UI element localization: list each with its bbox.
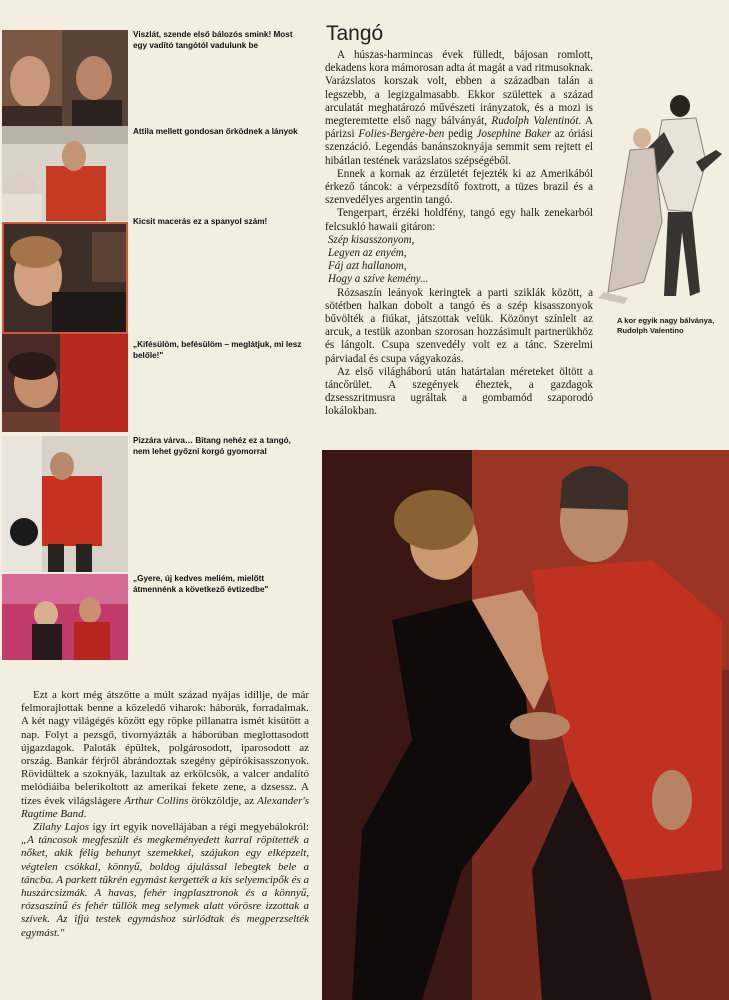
paragraph-2: Ennek a kornak az érzületét fejezték ki az Amerikából érkező táncok: a vérpezsdítő foxtrott, a tüzes brazil és a szenvedélyes argentin tangó. — [325, 167, 593, 207]
thumb-caption-3: Kicsit macerás ez a spanyol szám! — [133, 217, 268, 226]
thumb-caption-1: Viszlát, szende első bálozós smink! Most egy vadító tangótól vadulunk be — [133, 30, 293, 50]
attila-photo — [2, 126, 128, 221]
thumb-caption-2: Attila mellett gondosan őrködnek a lányok — [133, 127, 298, 136]
pizza-wait-photo — [2, 436, 128, 572]
valentino-photo — [584, 92, 724, 310]
new-decade-photo — [2, 574, 128, 660]
makeup-photo — [2, 30, 128, 126]
spanish-number-photo — [2, 222, 128, 334]
poem-line-3: Fáj azt hallanom, — [328, 260, 407, 273]
paragraph-7: Zilahy Lajos így írt egyik novellájában a régi megyebálokról: „A táncosok megfeszült és megkeményedett karral röpítették a nőket, akik félig behunyt szemekkel, szájukon egy elképzelt, végtelen csókkal, könnyű, boldog ájulással lebegtek bele a táncba. A parkett tükrén egymást kergették a kis selyemcipők és a huszárcsizmák. A havas, fehér ingplasztronok és a könnyű, rózsaszínű és fehér tüllök meg selymek alatt vörösre izzottak a szívek. Az ifjú testek egymáshoz súrlódtak és megperzselték egymást." — [21, 821, 309, 939]
poem-line-1: Szép kisasszonyom, — [328, 233, 415, 246]
paragraph-5: Az első világháború után határtalan méreteket öltött a táncőrület. A szegények éheztek, a gazdagok dzsesszritmusra ugráltak a gombamód szaporodó lokálokban. — [325, 365, 593, 418]
article-body-left — [21, 689, 309, 940]
poem-line-2: Legyen az enyém, — [328, 247, 407, 260]
paragraph-6: Ezt a kort még átszőtte a múlt század nyájas idillje, de már felmorajlottak benne a közeledő viharok: háborúk, forradalmak. A két nagy világégés között egy röpke pillanatra ismét kisütött a nap. Folyt a pezsgő, tivornyázták a háborúban meglottasodott újgazdagok. Paloták épültek, polgárosodott, iparosodott az ország. Bankár férjről ábrándoztak szegény gépírókisasszonyok. Rövidültek a szoknyák, lazultak az erkölcsök, a valcer andalító melódiáiba belerikoltott az amerikai fekete zene, a dzsessz. A tízes évek világslágere Arthur Collins örökzöldje, az Alexander's Ragtime Band. — [21, 689, 309, 820]
valentino-caption: A kor egyik nagy bálványa, Rudolph Valentino — [617, 316, 715, 335]
paragraph-1: A húszas-harmincas évek fülledt, bájosan romlott, dekadens kora mámorosan adta át magát a vad ritmusoknak. Varázslatos korszak volt, ebben a században talán a legszebb, a legizgalmasabb. Ekkor születtek a század arculatát meghatározó művészeti irányzatok, és a mozi is megteremtette első nagy bálványát, Rudolph Valentinót. A párizsi Folies-Bergère-ben pedig Josephine Baker az óriási szenzáció. Legendás banánszoknyája semmit sem rejtett el hibátlan testének varázslatos szépségéből. — [325, 49, 594, 167]
poem-line-4: Hogy a szíve kemény... — [328, 273, 429, 286]
thumb-caption-5: Pizzára várva… Bitang nehéz ez a tangó, nem lehet győzni korgó gyomorral — [133, 436, 291, 456]
thumb-caption-6: „Gyere, új kedves meliém, mielőtt átmennénk a következő évtizedbe" — [133, 574, 269, 594]
thumb-caption-4: „Kifésülöm, befésülöm – meglátjuk, mi lesz belőle!" — [133, 340, 302, 360]
article-title: Tangó — [326, 22, 384, 45]
paragraph-3: Tengerpart, érzéki holdfény, tangó egy halk zenekarból felcsukló hawaii gitáron: — [325, 207, 593, 233]
paragraph-4: Rózsaszín leányok keringtek a parti sziklák között, a sötétben halkan dobolt a tangó és a szép kisasszonyok bűvölték a fiúkat, játszottak velük. Közönyt színlelt az arcuk, a testük azonban szorosan hozzásimult partnerükhöz és lángolt. Csupa szenvedély volt ez a tánc. Szerelmi párviadal és csupa vágyakozás. — [325, 286, 593, 365]
tango-couple-photo — [322, 450, 729, 1000]
article-body-top — [325, 49, 593, 419]
hairdo-photo — [2, 334, 128, 432]
